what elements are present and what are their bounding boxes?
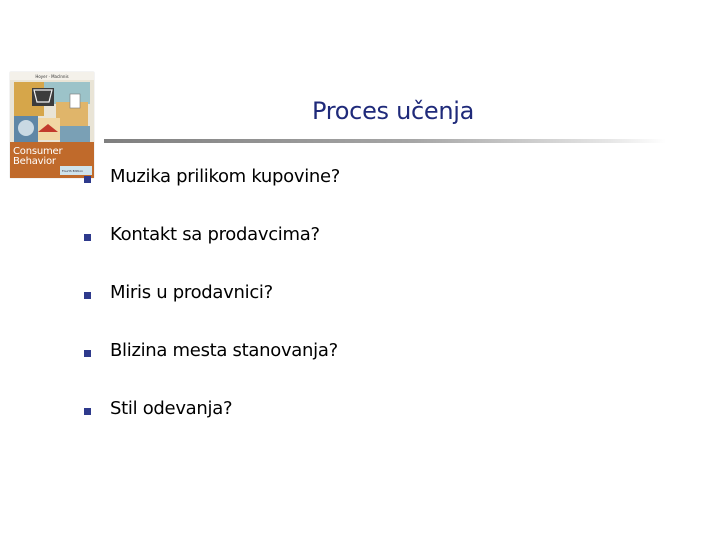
bullet-list bbox=[84, 164, 340, 454]
book-cover-image bbox=[10, 72, 94, 178]
bullet-text: Muzika prilikom kupovine? bbox=[110, 166, 341, 187]
book-cover-edition: Fourth Edition bbox=[62, 169, 83, 173]
slide-title: Proces učenja bbox=[312, 97, 475, 125]
book-cover-title bbox=[13, 147, 93, 167]
bullet-text: Kontakt sa prodavcima? bbox=[110, 224, 320, 245]
book-cover-title-line: Consumer bbox=[13, 146, 63, 157]
bullet-item bbox=[84, 396, 340, 454]
square-bullet-icon bbox=[84, 350, 91, 357]
bullet-text: Blizina mesta stanovanja? bbox=[110, 340, 338, 361]
square-bullet-icon bbox=[84, 176, 91, 183]
bullet-item bbox=[84, 280, 340, 338]
bullet-item bbox=[84, 164, 340, 222]
book-cover-title-line: Behavior bbox=[13, 156, 56, 167]
bullet-text: Stil odevanja? bbox=[110, 398, 233, 419]
square-bullet-icon bbox=[84, 408, 91, 415]
bullet-item bbox=[84, 222, 340, 280]
book-cover-authors: Hoyer · MacInnis bbox=[35, 74, 69, 79]
square-bullet-icon bbox=[84, 292, 91, 299]
bullet-item bbox=[84, 338, 340, 396]
bullet-text: Miris u prodavnici? bbox=[110, 282, 273, 303]
square-bullet-icon bbox=[84, 234, 91, 241]
title-underline-divider bbox=[104, 139, 666, 143]
